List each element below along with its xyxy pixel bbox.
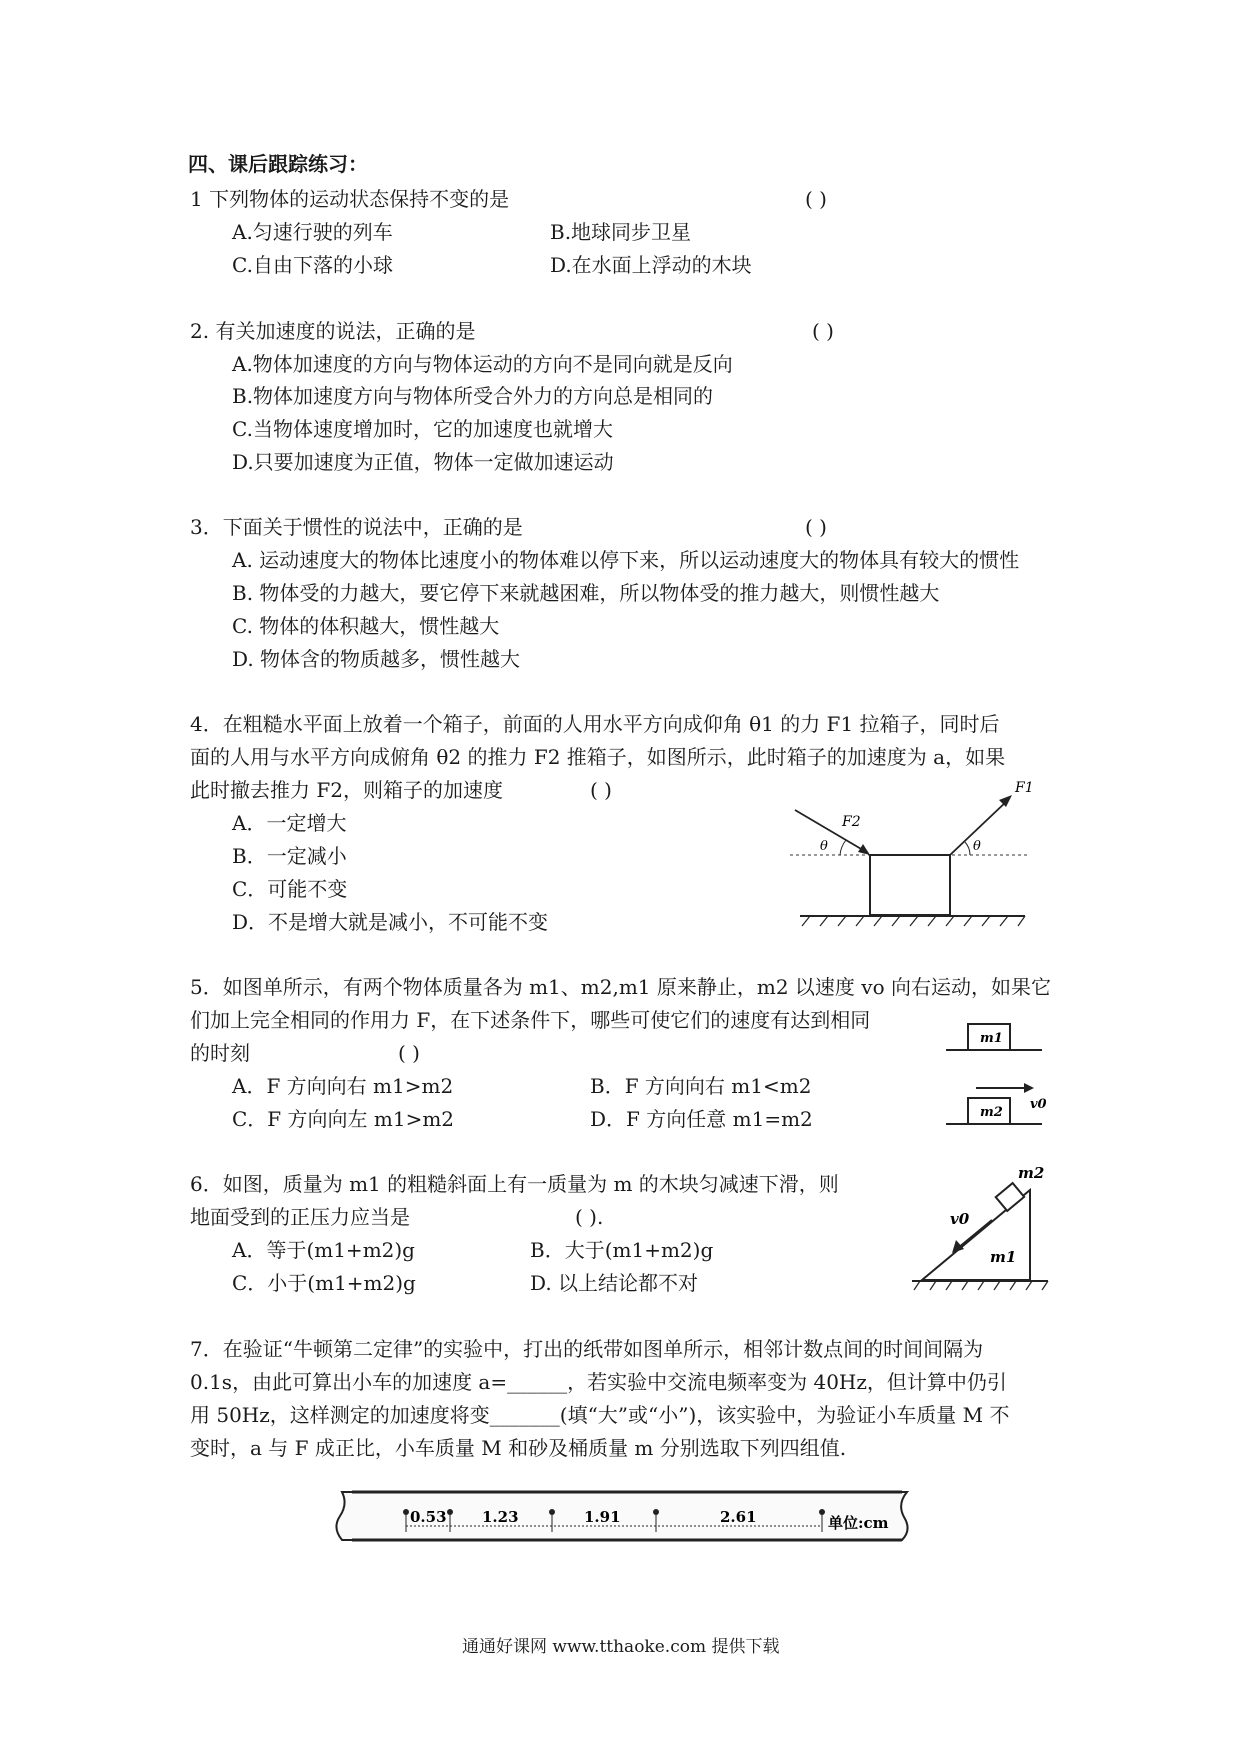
q1-option-d: D.在水面上浮动的木块	[550, 253, 752, 277]
q3-option-d: D. 物体含的物质越多，惯性越大	[232, 647, 521, 671]
q3-option-c: C. 物体的体积越大，惯性越大	[232, 614, 500, 638]
q4-option-c: C．可能不变	[232, 877, 348, 901]
push-force-arrowhead	[858, 844, 870, 855]
q6-option-d: D. 以上结论都不对	[530, 1271, 699, 1295]
box	[870, 855, 950, 915]
q1-option-c: C.自由下落的小球	[232, 253, 393, 277]
label-m1: m1	[980, 1031, 1003, 1046]
q1-option-a: A.匀速行驶的列车	[232, 220, 393, 244]
q5-option-c: C．F 方向向左 m1>m2	[232, 1107, 455, 1131]
q4-option-d: D．不是增大就是减小，不可能不变	[232, 910, 549, 934]
angle-arc-left	[840, 840, 846, 855]
q5-blocks-diagram	[940, 1010, 1050, 1130]
q3-option-b: B. 物体受的力越大，要它停下来就越困难，所以物体受的推力越大，则惯性越大	[232, 581, 940, 605]
section-title: 四、课后跟踪练习：	[188, 152, 368, 176]
q4-line-1: 4．在粗糙水平面上放着一个箱子，前面的人用水平方向成仰角 θ1 的力 F1 拉箱子，同时后	[190, 712, 1000, 736]
sliding-block	[996, 1183, 1024, 1211]
q3-stem: 3．下面关于惯性的说法中，正确的是	[190, 515, 523, 539]
unit-label: 单位:cm	[828, 1514, 889, 1532]
q6-line-2: 地面受到的正压力应当是	[190, 1205, 410, 1229]
q4-force-diagram	[780, 780, 1040, 930]
q6-option-c: C．小于(m1+m2)g	[232, 1271, 416, 1295]
q7-paper-tape	[322, 1482, 922, 1572]
q4-option-b: B．一定减小	[232, 844, 347, 868]
q5-line-1: 5．如图单所示，有两个物体质量各为 m1、m2,m1 原来静止，m2 以速度 vo 向右运动，如果它	[190, 975, 1051, 999]
q1-stem: 1 下列物体的运动状态保持不变的是	[190, 187, 510, 211]
segment-label-3: 1.91	[584, 1508, 621, 1526]
q4-line-3: 此时撤去推力 F2，则箱子的加速度	[190, 778, 503, 802]
q6-incline-diagram	[900, 1160, 1060, 1295]
q2-option-a: A.物体加速度的方向与物体运动的方向不是同向就是反向	[232, 352, 733, 376]
q4-option-a: A．一定增大	[232, 811, 347, 835]
q7-line-4: 变时，a 与 F 成正比，小车质量 M 和砂及桶质量 m 分别选取下列四组值.	[190, 1436, 847, 1460]
q3-answer-paren: ( )	[805, 515, 827, 539]
ground-hatching	[914, 1281, 1048, 1290]
angle-arc-right	[965, 842, 970, 855]
q6-option-b: B．大于(m1+m2)g	[530, 1238, 714, 1262]
segment-label-4: 2.61	[720, 1508, 757, 1526]
pull-force-arrowhead	[999, 795, 1012, 807]
velocity-arrowhead	[1024, 1083, 1034, 1093]
q5-line-2: 们加上完全相同的作用力 F，在下述条件下，哪些可使它们的速度有达到相同	[190, 1008, 871, 1032]
q5-option-a: A．F 方向向右 m1>m2	[232, 1074, 454, 1098]
q6-option-a: A．等于(m1+m2)g	[232, 1238, 415, 1262]
segment-label-2: 1.23	[482, 1508, 519, 1526]
label-v0: v0	[950, 1210, 970, 1228]
segment-label-1: 0.53	[410, 1508, 447, 1526]
q4-line-2: 面的人用与水平方向成俯角 θ2 的推力 F2 推箱子，如图所示，此时箱子的加速度为 a，如果	[190, 745, 1006, 769]
q7-line-2: 0.1s，由此可算出小车的加速度 a=______，若实验中交流电频率变为 40Hz，但计算中仍引	[190, 1370, 1007, 1394]
q3-option-a: A. 运动速度大的物体比速度小的物体难以停下来，所以运动速度大的物体具有较大的惯性	[232, 548, 1020, 572]
label-m1: m1	[990, 1248, 1017, 1266]
q7-line-1: 7．在验证“牛顿第二定律”的实验中，打出的纸带如图单所示，相邻计数点间的时间间隔为	[190, 1337, 984, 1361]
q1-option-b: B.地球同步卫星	[550, 220, 692, 244]
q6-line-1: 6．如图，质量为 m1 的粗糙斜面上有一质量为 m 的木块匀减速下滑，则	[190, 1172, 839, 1196]
q2-option-b: B.物体加速度方向与物体所受合外力的方向总是相同的	[232, 384, 714, 408]
q7-line-3: 用 50Hz，这样测定的加速度将变_______(填“大”或“小”)，该实验中，为验证小车质量 M 不	[190, 1403, 1010, 1427]
footer-text: 通通好课网 www.tthaoke.com 提供下载	[462, 1637, 780, 1657]
label-m2: m2	[980, 1105, 1003, 1120]
label-theta-right: θ	[973, 839, 981, 854]
label-theta-left: θ	[820, 839, 828, 854]
label-f2: F2	[842, 814, 861, 830]
label-m2: m2	[1018, 1164, 1045, 1182]
q6-answer-paren: ( ).	[575, 1205, 604, 1229]
label-f1: F1	[1015, 780, 1034, 796]
q5-option-d: D．F 方向任意 m1=m2	[590, 1107, 813, 1131]
q2-option-c: C.当物体速度增加时，它的加速度也就增大	[232, 417, 613, 441]
q2-answer-paren: ( )	[812, 319, 834, 343]
q4-answer-paren: ( )	[590, 778, 612, 802]
q1-answer-paren: ( )	[805, 187, 827, 211]
q5-answer-paren: ( )	[398, 1041, 420, 1065]
ground-hatching	[802, 916, 1025, 926]
label-v0: v0	[1030, 1097, 1047, 1112]
q2-stem: 2. 有关加速度的说法，正确的是	[190, 319, 476, 343]
q5-option-b: B．F 方向向右 m1<m2	[590, 1074, 812, 1098]
q5-line-3: 的时刻	[190, 1041, 250, 1065]
q2-option-d: D.只要加速度为正值，物体一定做加速运动	[232, 450, 614, 474]
